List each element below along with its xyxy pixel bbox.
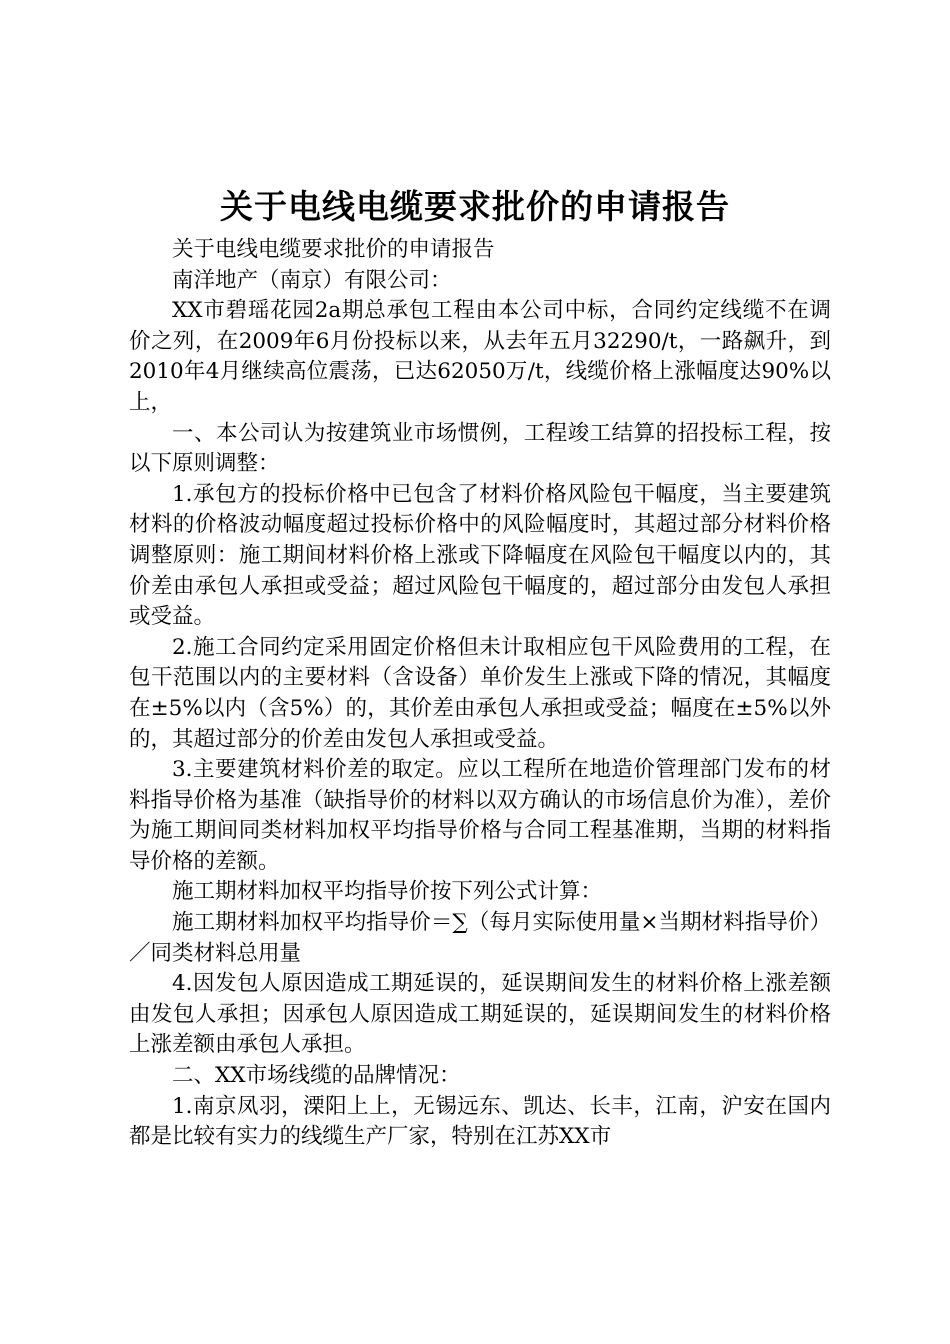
document-title: 关于电线电缆要求批价的申请报告 <box>220 187 730 226</box>
paragraph-section-1-heading: 一、本公司认为按建筑业市场惯例，工程竣工结算的招投标工程，按以下原则调整： <box>129 420 831 477</box>
paragraph-section-2-heading: 二、XX市场线缆的品牌情况： <box>172 1063 461 1089</box>
paragraph-rule-2: 2.施工合同约定采用固定价格但未计取相应包干风险费用的工程，在包干范围以内的主要材料（含设备）单价发生上涨或下降的情况，其幅度在±5%以内（含5%）的，其价差由承包人承担或受益；幅度在±5%以外的，其超过部分的价差由发包人承担或受益。 <box>129 634 831 752</box>
paragraph-brands: 1.南京凤羽，溧阳上上，无锡远东、凯达、长丰，江南，沪安在国内都是比较有实力的线缆生产厂家，特别在江苏XX市 <box>129 1093 831 1150</box>
paragraph-formula: 施工期材料加权平均指导价＝∑（每月实际使用量×当期材料指导价）／同类材料总用量 <box>129 910 831 966</box>
paragraph-rule-1: 1.承包方的投标价格中已包含了材料价格风险包干幅度，当主要建筑材料的价格波动幅度超过投标价格中的风险幅度时，其超过部分材料价格调整原则：施工期间材料价格上涨或下降幅度在风险包干幅度以内的，其价差由承包人承担或受益；超过风险包干幅度的，超过部分由发包人承担或受益。 <box>129 481 831 630</box>
paragraph-addressee: 南洋地产（南京）有限公司： <box>172 267 452 293</box>
paragraph-background: XX市碧瑶花园2a期总承包工程由本公司中标，合同约定线缆不在调价之列，在2009年6月份投标以来，从去年五月32290/t，一路飙升，到2010年4月继续高位震荡，已达62050万/t，线缆价格上涨幅度达90%以上， <box>129 298 831 415</box>
paragraph-rule-3: 3.主要建筑材料价差的取定。应以工程所在地造价管理部门发布的材料指导价格为基准（缺指导价的材料以双方确认的市场信息价为准），差价为施工期间同类材料加权平均指导价格与合同工程基准期，当期的材料指导价格的差额。 <box>129 757 831 874</box>
paragraph-formula-intro: 施工期材料加权平均指导价按下列公式计算： <box>172 879 603 905</box>
document-body <box>129 235 831 1153</box>
paragraph-subject: 关于电线电缆要求批价的申请报告 <box>172 237 495 262</box>
paragraph-rule-4: 4.因发包人原因造成工期延误的，延误期间发生的材料价格上涨差额由发包人承担；因承包人原因造成工期延误的，延误期间发生的材料价格上涨差额由承包人承担。 <box>129 971 831 1058</box>
